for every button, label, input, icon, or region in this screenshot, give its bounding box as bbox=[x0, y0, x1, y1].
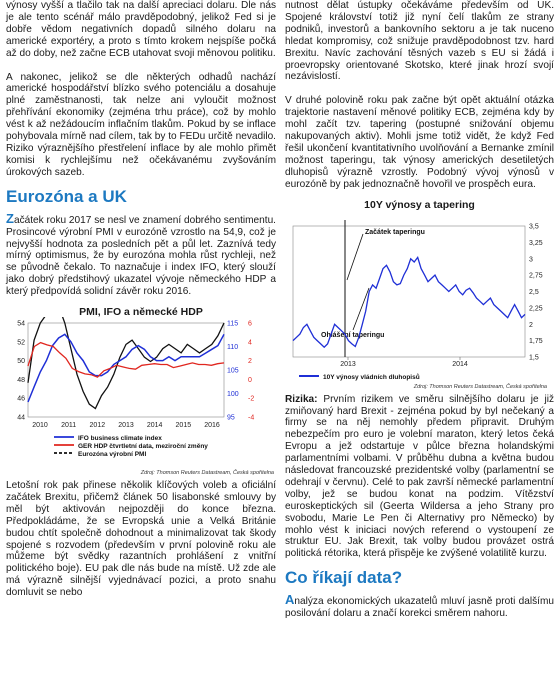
left-paragraph-4: Letošní rok pak přinese několik klíčových voleb a oficiální začátek Brexitu, přičemž článek 50 lisabonské smlouvy by měl být aktivován nejpozději do konce března. Předpokládáme, že se Evropská unie a Velká Británie budou chtít společně dohodnout a minimalizovat tak škody spojené s rozvodem (především v první polovině roku ale můžeme být svědky razantních prohlášení z vnitřní politického boje). EU pak dle nás bude na místě. Už zde ale má výrazně silnější vyjednávací pozici, a proto snahu domluvit se nebo bbox=[6, 480, 276, 599]
chart1-xtick: 2016 bbox=[204, 422, 220, 430]
pmi-line bbox=[28, 317, 224, 409]
chart2-ytick: 2,5 bbox=[529, 288, 539, 296]
chart1-xtick: 2014 bbox=[146, 422, 163, 430]
left-paragraph-3-text: ačátek roku 2017 se nesl ve znamení dobrého sentimentu. Prosincové výrobní PMI v eurozóně vzrostlo na 54,9, což je nejvyšší hodnota za posledních pět a půl let. Zaznívá tedy mírný optimismus, že by eurozóna mohla růst rychleji, než se původně čekalo. To naznačuje i index IFO, který slouží jako dobrý předstihový ukazatel vývoje německého HDP a který předpovídá solidní závěr roku 2016. bbox=[6, 214, 276, 298]
chart2-ytick: 3 bbox=[529, 255, 533, 263]
chart1-ytick-gdp: 2 bbox=[248, 358, 252, 366]
chart2-legend-label: 10Y výnosy vládních dluhopisů bbox=[323, 373, 420, 381]
chart2-title: 10Y výnosy a tapering bbox=[364, 198, 475, 211]
left-paragraph-1: výnosy vyšší a tlačilo tak na další apreciaci dolaru. Dle nás je ale tento scénář málo pravděpodobný, jelikož Fed si je dobře vědom negativních dopadů silného dolaru na americké exportéry, a proto s tímto krokem nejspíše počká až do doby, než začne ECB utahovat svoji měnovou politiku. bbox=[6, 0, 276, 59]
chart2-ytick: 2 bbox=[529, 321, 533, 329]
section-title-data: Co říkají data? bbox=[285, 568, 403, 588]
annotation-tapering-announce: Ohlášení taperingu bbox=[321, 331, 385, 339]
right-paragraph-2: V druhé polovině roku pak začne být opět aktuální otázka trajektorie nastavení měnové politiky ECB, zejména kdy by mohl začít tzv. tapering (postupné snižování objemu nakupovaných aktiv). Mohli jsme totiž vidět, že když Fed řešil ukončení kvantitativního uvolňování a Bernanke zmínil možnost taperingu, tak výnosy amerických desetiletých dluhopisů výrazně vzrostly. Podobný vývoj výnosů v eurozóně by pak jednoznačně hovořil ve prospěch eura. bbox=[285, 95, 554, 190]
chart2-ytick: 2,75 bbox=[529, 272, 543, 280]
chart1-source: Zdroj: Thomson Reuters Datastream, Česká spořitelna bbox=[140, 470, 274, 477]
chart2-ytick: 3,5 bbox=[529, 223, 539, 231]
right-paragraph-4-text: nalýza ekonomických ukazatelů mluví jasně proti dalšímu posilování dolaru a značí korekci směrem nahoru. bbox=[285, 596, 554, 620]
chart1-svg bbox=[6, 317, 276, 477]
dropcap-z: Z bbox=[6, 210, 14, 226]
chart2-xtick: 2014 bbox=[452, 360, 468, 368]
chart2-ytick: 1,5 bbox=[529, 354, 539, 362]
chart1-xtick: 2011 bbox=[61, 422, 77, 430]
chart1-ytick-left: 46 bbox=[17, 395, 25, 403]
chart1-xtick: 2010 bbox=[32, 422, 48, 430]
annotation-tapering-start: Začátek taperingu bbox=[365, 228, 425, 236]
chart1-ytick-gdp: 0 bbox=[248, 376, 252, 384]
chart1-ytick-left: 44 bbox=[17, 414, 25, 422]
chart2-ytick: 2,25 bbox=[529, 304, 543, 312]
left-column bbox=[6, 0, 276, 599]
chart1-ytick-ifo: 115 bbox=[227, 320, 239, 328]
pmi-ifo-chart bbox=[6, 300, 276, 477]
yields-tapering-chart bbox=[285, 199, 554, 394]
chart1-ytick-ifo: 95 bbox=[227, 414, 235, 422]
chart2-source: Zdroj: Thomson Reuters Datastream, Česká spořitelna bbox=[413, 383, 547, 390]
chart1-ytick-gdp: -2 bbox=[248, 395, 255, 403]
chart1-ytick-gdp: 6 bbox=[248, 320, 252, 328]
chart1-xtick: 2012 bbox=[89, 422, 106, 430]
chart1-ytick-ifo: 105 bbox=[227, 367, 239, 375]
chart1-ytick-left: 52 bbox=[17, 339, 25, 347]
chart2-ytick: 3,25 bbox=[529, 239, 543, 247]
chart2-xtick: 2013 bbox=[340, 360, 356, 368]
left-paragraph-2: A nakonec, jelikož se dle některých odhadů nachází americké hospodářství blízko svého potenciálu a dosahuje plné zaměstnanosti, tak nelze ani vyloučit možnost přehřívání ekonomiky (zejména trhu práce), což by mohlo vést k až nežádoucím inflačním tlakům. Pokud by se inflace pohybovala mírně nad cílem, tak by to FEDu určitě nevadilo. Riziko výraznějšího přestřelení inflace by ale mohlo přimět komisi k rychlejšímu než očekávanému zvyšováním úrokových sazeb. bbox=[6, 71, 276, 178]
chart1-plot-area bbox=[28, 323, 224, 417]
section-title-eurozone: Eurozóna a UK bbox=[6, 186, 127, 206]
chart1-legend-label-pmi: Eurozóna výrobní PMI bbox=[78, 451, 147, 459]
chart1-ytick-left: 48 bbox=[17, 376, 25, 384]
chart1-ytick-left: 50 bbox=[17, 358, 25, 366]
dropcap-a: A bbox=[285, 592, 295, 608]
right-paragraph-3 bbox=[285, 394, 554, 561]
chart2-ytick: 1,75 bbox=[529, 337, 543, 345]
right-paragraph-4 bbox=[285, 594, 554, 620]
chart1-legend-label-ifo: IFO business climate index bbox=[78, 435, 162, 443]
chart1-xtick: 2015 bbox=[175, 422, 192, 430]
chart1-xtick: 2013 bbox=[118, 422, 134, 430]
chart1-ytick-ifo: 100 bbox=[227, 391, 239, 399]
right-column bbox=[285, 0, 554, 620]
gdp-line bbox=[28, 343, 224, 378]
chart2-svg bbox=[285, 212, 554, 392]
left-paragraph-3 bbox=[6, 210, 276, 298]
chart1-legend-label-gdp: GER HDP čtvrtletní data, meziroční změny bbox=[78, 443, 208, 451]
chart1-ytick-gdp: 4 bbox=[248, 339, 252, 347]
tapering-start-arrow bbox=[347, 234, 363, 280]
chart1-title: PMI, IFO a německé HDP bbox=[79, 306, 203, 319]
right-paragraph-1: nutnost dělat ústupky očekáváme především od UK. Spojené království totiž již nyní čelí tlakům ze strany podniků, investorů a bankovního sektoru a je tak nuceno hledat kompromisy, což snižuje pravděpodobnost tzv. hard Brexitu. Navíc zachování těsných vazeb s EU si žádá i proevropsky orientované Skotsko, které jinak hrozí svojí nezávislostí. bbox=[285, 0, 554, 83]
chart1-ytick-gdp: -4 bbox=[248, 414, 255, 422]
right-paragraph-3-text: Prvním rizikem ve směru silnějšího dolaru je již zmiňovaný hard Brexit - zejména pokud by byl nečekaný a firmy se na něj nemohly předem připravit. Druhým nebezpečím pro euro je volební maraton, který letos čeká Evropu a jež odstartuje v půlce března holandskými parlamentními volbami. V průběhu dubna a května budou následovat francouzské prezidentské volby (parlamentní se odehrají v červnu). Celé to pak završí německé parlamentní volby, jež se budou konat na podzim. Vítězství euroskeptických sil (Geerta Wildersa a jeho Strany pro svobodu, Marie Le Pen či Alternativy pro Německo) by mohlo vést k iniciaci nových referend o vystoupení ze struktur EU. Jak Brexit, tak volby budou provázet ostrá politická rétorika, která přispěje ke zvýšené volatilitě kurzu. bbox=[285, 393, 554, 560]
chart1-ytick-ifo: 110 bbox=[227, 344, 239, 352]
chart1-ytick-left: 54 bbox=[17, 320, 25, 328]
risk-label: Rizika: bbox=[285, 393, 318, 405]
